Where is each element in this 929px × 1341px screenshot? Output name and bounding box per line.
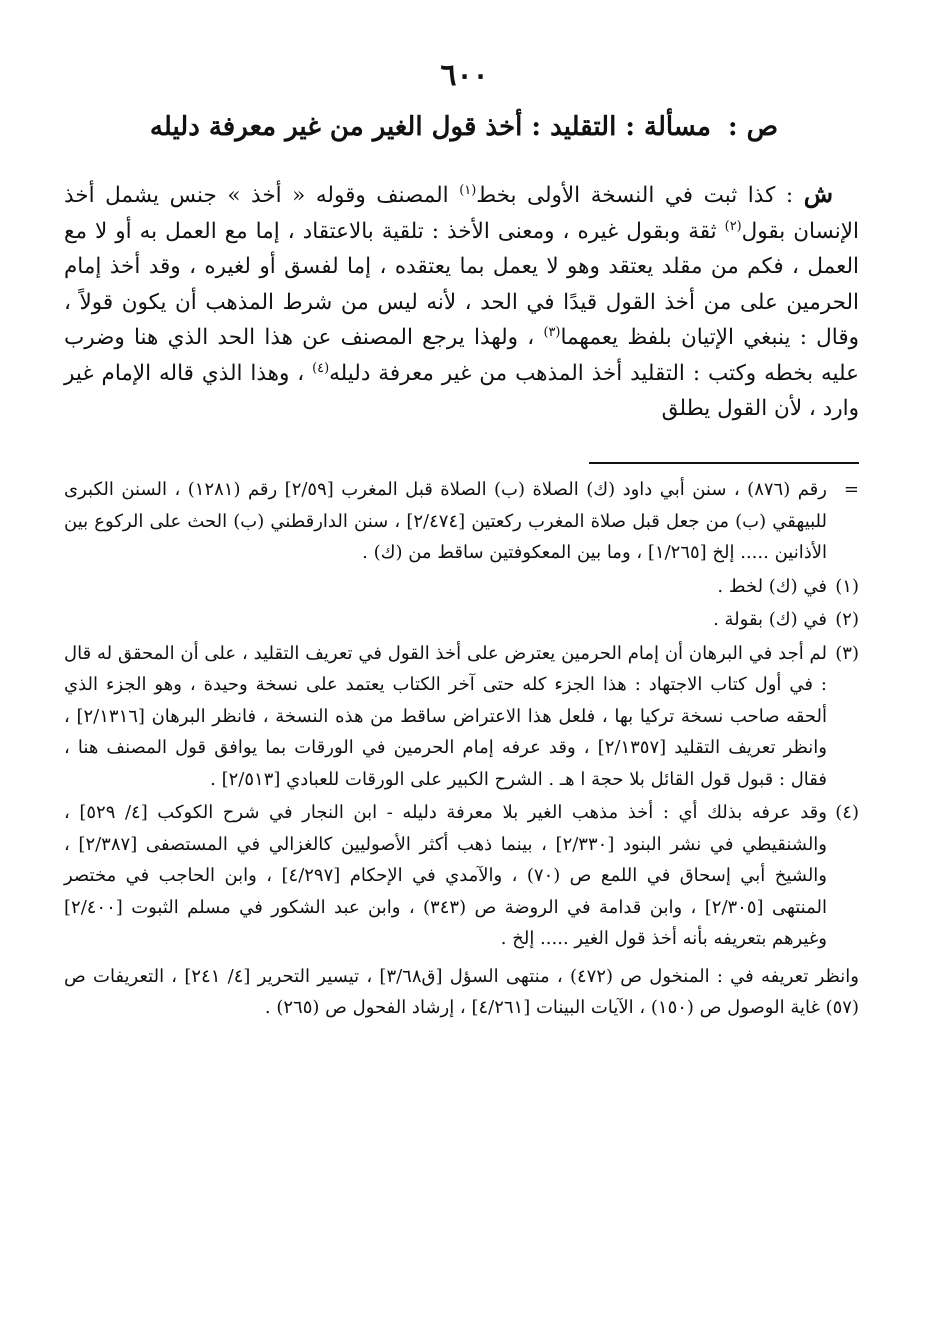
footnote-separator [589,462,859,464]
footnote-text: لم أجد في البرهان أن إمام الحرمين يعترض على أخذ القول في تعريف التقليد ، على أن المحقق له قال : في أول كتاب الاجتهاد : هذا الجزء كله حتى آخر الكتاب يعتمد على نسخة وحيدة ، وهو الجزء الذي ألحقه صاحب نسخة تركيا بها ، فلعل هذا الاعتراض ساقط من هذه النسخة ، فانظر البرهان [٢/١٣١٦] ، وانظر تعريف التقليد [٢/١٣٥٧] ، وقد عرفه إمام الحرمين في الورقات بما يوافق قول المصنف هنا ، فقال : قبول قول القائل بلا حجة ا هـ . الشرح الكبير على الورقات للعبادي [٢/٥١٣] . [64,642,828,790]
section-heading [94,112,834,142]
footnote-4-paragraph-2: وانظر تعريفه في : المنخول ص (٤٧٢) ، منتهى السؤل [ق٣/٦٨] ، تيسير التحرير [٤/ ٢٤١] ، التعريفات ص (٥٧) غاية الوصول ص (١٥٠) ، الآيات البينات [٤/٢٦١] ، إرشاد الفحول ص (٢٦٥) . [64,965,859,1018]
footnotes [64,474,859,1026]
heading-text: مسألة : التقليد : أخذ قول الغير من غير معرفة دليله [149,112,711,142]
footnote-ref-2: (٢) [724,218,742,234]
footnote-number: (٤) [835,802,859,823]
footnote-continuation [64,474,859,569]
footnote-ref-4: (٤) [312,360,330,376]
footnote-1 [64,571,859,603]
text-segment: ، ولهذا يرجع المصنف عن هذا الحد الذي هنا وضرب عليه بخطه وكتب : التقليد أخذ المذهب من غير معرفة دليله [64,325,859,386]
footnote-text: في (ك) لخط . [717,575,827,597]
footnote-4 [64,797,859,955]
text-segment: المصنف وقوله « أخذ » جنس يشمل أخذ الإنسان بقول [64,183,860,244]
page-number: ٦٠٠ [440,58,489,93]
footnote-number: (١) [835,575,859,597]
heading-marker: ص : [728,112,779,142]
commentary-marker: ش [803,179,833,208]
footnote-ref-3: (٣) [543,324,561,340]
footnote-text: في (ك) بقولة . [713,609,827,630]
text-segment: ، وهذا الذي قاله الإمام غير وارد ، لأن القول يطلق [64,360,859,421]
continuation-marker: = [843,479,859,500]
footnote-2 [64,604,859,636]
main-text [64,176,859,427]
footnote-text: رقم (٨٧٦) ، سنن أبي داود (ك) الصلاة (ب) الصلاة قبل المغرب [٢/٥٩] رقم (١٢٨١) ، السنن الكبرى للبيهقي (ب) من جعل قبل صلاة المغرب ركعتين [٢/٤٧٤] ، سنن الدارقطني (ب) الحث على الركوع بين الأذانين ..... إلخ [١/٢٦٥] ، وما بين المعكوفتين ساقط من (ك) . [64,479,827,563]
footnote-ref-1: (١) [459,182,477,198]
footnote-3 [64,638,859,796]
footnote-number: (٢) [835,609,859,630]
commentary-paragraph [64,176,859,427]
text-segment: ثقة وبقول غيره ، ومعنى الأخذ : تلقية بالاعتقاد ، إما مع العمل به أو لا مع العمل ، فكم من مقلد يعتقد وهو لا يعمل بما يعتقده ، إما لفسق أو لغيره ، وقد أخذ إمام الحرمين على من أخذ القول قيدًا في الحد ، لأنه ليس من شرط المذهب أن يكون قولاً ، وقال : ينبغي الإتيان بلفظ يعمهما [64,218,860,350]
footnote-number: (٣) [835,642,859,664]
text-segment: : كذا ثبت في النسخة الأولى بخط [476,183,804,208]
footnote-text: وقد عرفه بذلك أي : أخذ مذهب الغير بلا معرفة دليله - ابن النجار في شرح الكوكب [٤/ ٥٢٩] ، والشنقيطي في نشر البنود [٢/٣٣٠] ، بينما ذهب أكثر الأصوليين كالغزالي في المستصفى [٢/٣٨٧] ، والشيخ أبي إسحاق في اللمع ص (٧٠) ، والآمدي في الإحكام [٤/٢٩٧] ، وابن الحاجب في مختصر المنتهى [٢/٣٠٥] ، وابن قدامة في الروضة ص (٣٤٣) ، وابن عبد الشكور في مسلم الثبوت [٢/٤٠٠] وغيرهم بتعريفه بأنه أخذ قول الغير ..... إلخ . [64,802,827,949]
